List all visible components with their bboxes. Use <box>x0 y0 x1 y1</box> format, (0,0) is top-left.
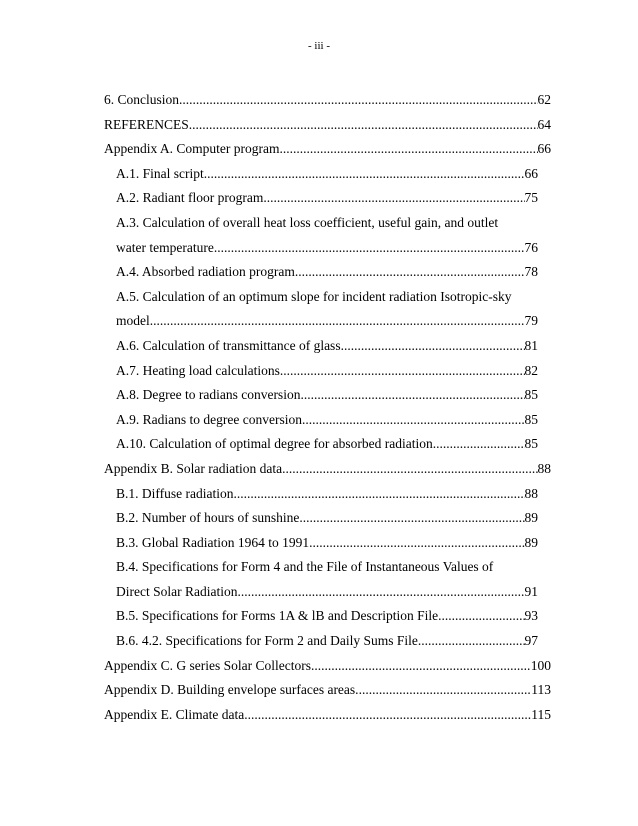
toc-entry[interactable] <box>104 264 551 289</box>
toc-entry-title: model. <box>116 313 154 329</box>
toc-entry-page-number: 93 <box>524 608 538 624</box>
toc-entry[interactable] <box>104 461 551 486</box>
toc-entry-title: Appendix D. Building envelope surfaces areas. <box>104 682 359 698</box>
toc-entry-page-number: 88 <box>524 485 538 501</box>
toc-entry-page-number: 78 <box>524 264 538 280</box>
toc-entry-page-number: 100 <box>530 657 551 673</box>
toc-entry[interactable] <box>104 633 551 658</box>
toc-entry-title: A.10. Calculation of optimal degree for absorbed radiation. <box>116 436 437 452</box>
dot-leader <box>302 412 525 428</box>
toc-entry-title: A.6. Calculation of transmittance of glass. <box>116 337 344 353</box>
toc-entry-title: A.4. Absorbed radiation program. <box>116 264 299 280</box>
toc-entry[interactable] <box>104 363 551 388</box>
toc-entry-title: 6. Conclusion <box>104 92 180 107</box>
dot-leader <box>279 141 537 157</box>
toc-entry[interactable] <box>104 608 551 633</box>
toc-entry-page-number: 85 <box>524 436 538 452</box>
toc-entry[interactable] <box>104 166 551 191</box>
toc-entry[interactable] <box>104 584 551 609</box>
toc-entry-title: B.3. Global Radiation 1964 to 1991 <box>116 534 310 550</box>
dot-leader <box>237 584 524 600</box>
toc-entry[interactable] <box>104 486 551 511</box>
dot-leader <box>359 682 532 698</box>
toc-entry[interactable] <box>104 535 551 560</box>
dot-leader <box>189 117 538 133</box>
dot-leader <box>344 338 525 354</box>
toc-entry[interactable] <box>104 510 551 535</box>
dot-leader <box>300 387 524 403</box>
toc-entry[interactable] <box>104 559 551 584</box>
toc-entry-page-number: 75 <box>524 190 538 206</box>
toc-entry-title: Appendix E. Climate data <box>104 706 245 722</box>
toc-entry-page-number: 85 <box>524 411 538 427</box>
dot-leader <box>438 608 524 624</box>
toc-entry-title: Appendix A. Computer program <box>104 141 280 157</box>
toc-entry[interactable] <box>104 141 551 166</box>
toc-entry-title: A.2. Radiant floor program <box>116 190 264 206</box>
toc-entry[interactable] <box>104 215 551 240</box>
dot-leader <box>418 633 525 649</box>
toc-entry[interactable] <box>104 412 551 437</box>
dot-leader <box>436 436 524 452</box>
toc-entry-title: A.9. Radians to degree conversion <box>116 411 302 427</box>
dot-leader <box>309 535 524 551</box>
toc-entry-page-number: 82 <box>524 362 538 378</box>
toc-entry-page-number: 88 <box>537 460 551 476</box>
toc-entry[interactable] <box>104 313 551 338</box>
toc-entry-page-number: 64 <box>537 116 551 132</box>
toc-entry-title: Direct Solar Radiation <box>116 583 238 599</box>
dot-leader <box>179 92 537 108</box>
toc-entry[interactable] <box>104 190 551 215</box>
dot-leader <box>282 461 537 477</box>
dot-leader <box>244 707 531 723</box>
toc-entry-page-number: 76 <box>524 239 538 255</box>
dot-leader <box>280 363 525 379</box>
dot-leader <box>233 486 524 502</box>
toc-entry[interactable] <box>104 92 551 117</box>
toc-entry-title: A.3. Calculation of overall heat loss coefficient, useful gain, and outlet <box>116 214 499 230</box>
toc-entry[interactable] <box>104 338 551 363</box>
toc-entry[interactable] <box>104 436 551 461</box>
toc-entry-page-number: 81 <box>524 337 538 353</box>
toc-entry-page-number: 89 <box>524 510 538 526</box>
toc-entry-page-number: 85 <box>524 387 538 403</box>
toc-entry-title: Appendix C. G series Solar Collectors <box>104 657 311 673</box>
toc-entry[interactable] <box>104 658 551 683</box>
toc-entry[interactable] <box>104 117 551 142</box>
toc-entry-title: REFERENCES <box>104 116 189 132</box>
toc-entry[interactable] <box>104 387 551 412</box>
toc-entry-page-number: 113 <box>531 682 551 698</box>
dot-leader <box>299 510 524 526</box>
toc-entry-page-number: 66 <box>537 141 551 157</box>
toc-entry-title: B.6. 4.2. Specifications for Form 2 and Daily Sums File <box>116 633 418 649</box>
toc-entry-title: A.7. Heating load calculations <box>116 362 280 378</box>
toc-entry-title: A.8. Degree to radians conversion <box>116 387 301 403</box>
toc-entry[interactable] <box>104 707 551 732</box>
dot-leader <box>298 264 524 280</box>
dot-leader <box>214 240 525 256</box>
toc-entry[interactable] <box>104 240 551 265</box>
toc-entry-title: water temperature <box>116 239 214 255</box>
toc-entry-page-number: 66 <box>524 165 538 181</box>
toc-entry[interactable] <box>104 289 551 314</box>
toc-entry-page-number: 89 <box>524 534 538 550</box>
toc-entry-page-number: 97 <box>524 633 538 649</box>
dot-leader <box>153 313 524 329</box>
toc-entry-page-number: 62 <box>537 92 551 107</box>
toc-entry-title: B.2. Number of hours of sunshine <box>116 510 300 526</box>
toc-entry-page-number: 79 <box>524 313 538 329</box>
toc-entry-page-number: 115 <box>531 706 551 722</box>
table-of-contents <box>104 92 551 731</box>
dot-leader <box>311 658 531 674</box>
toc-entry-page-number: 91 <box>524 583 538 599</box>
toc-entry-title: B.5. Specifications for Forms 1A & lB and Description File <box>116 608 439 624</box>
toc-entry-title: Appendix B. Solar radiation data <box>104 460 283 476</box>
toc-entry-title: B.4. Specifications for Form 4 and the File of Instantaneous Values of <box>116 559 494 575</box>
toc-entry-title: A.1. Final script <box>116 165 204 181</box>
dot-leader <box>204 166 525 182</box>
dot-leader <box>263 190 524 206</box>
page-number: - iii - <box>308 40 330 52</box>
toc-entry-title: B.1. Diffuse radiation <box>116 485 234 501</box>
toc-entry-title: A.5. Calculation of an optimum slope for incident radiation Isotropic-sky <box>116 288 512 304</box>
toc-entry[interactable] <box>104 682 551 707</box>
